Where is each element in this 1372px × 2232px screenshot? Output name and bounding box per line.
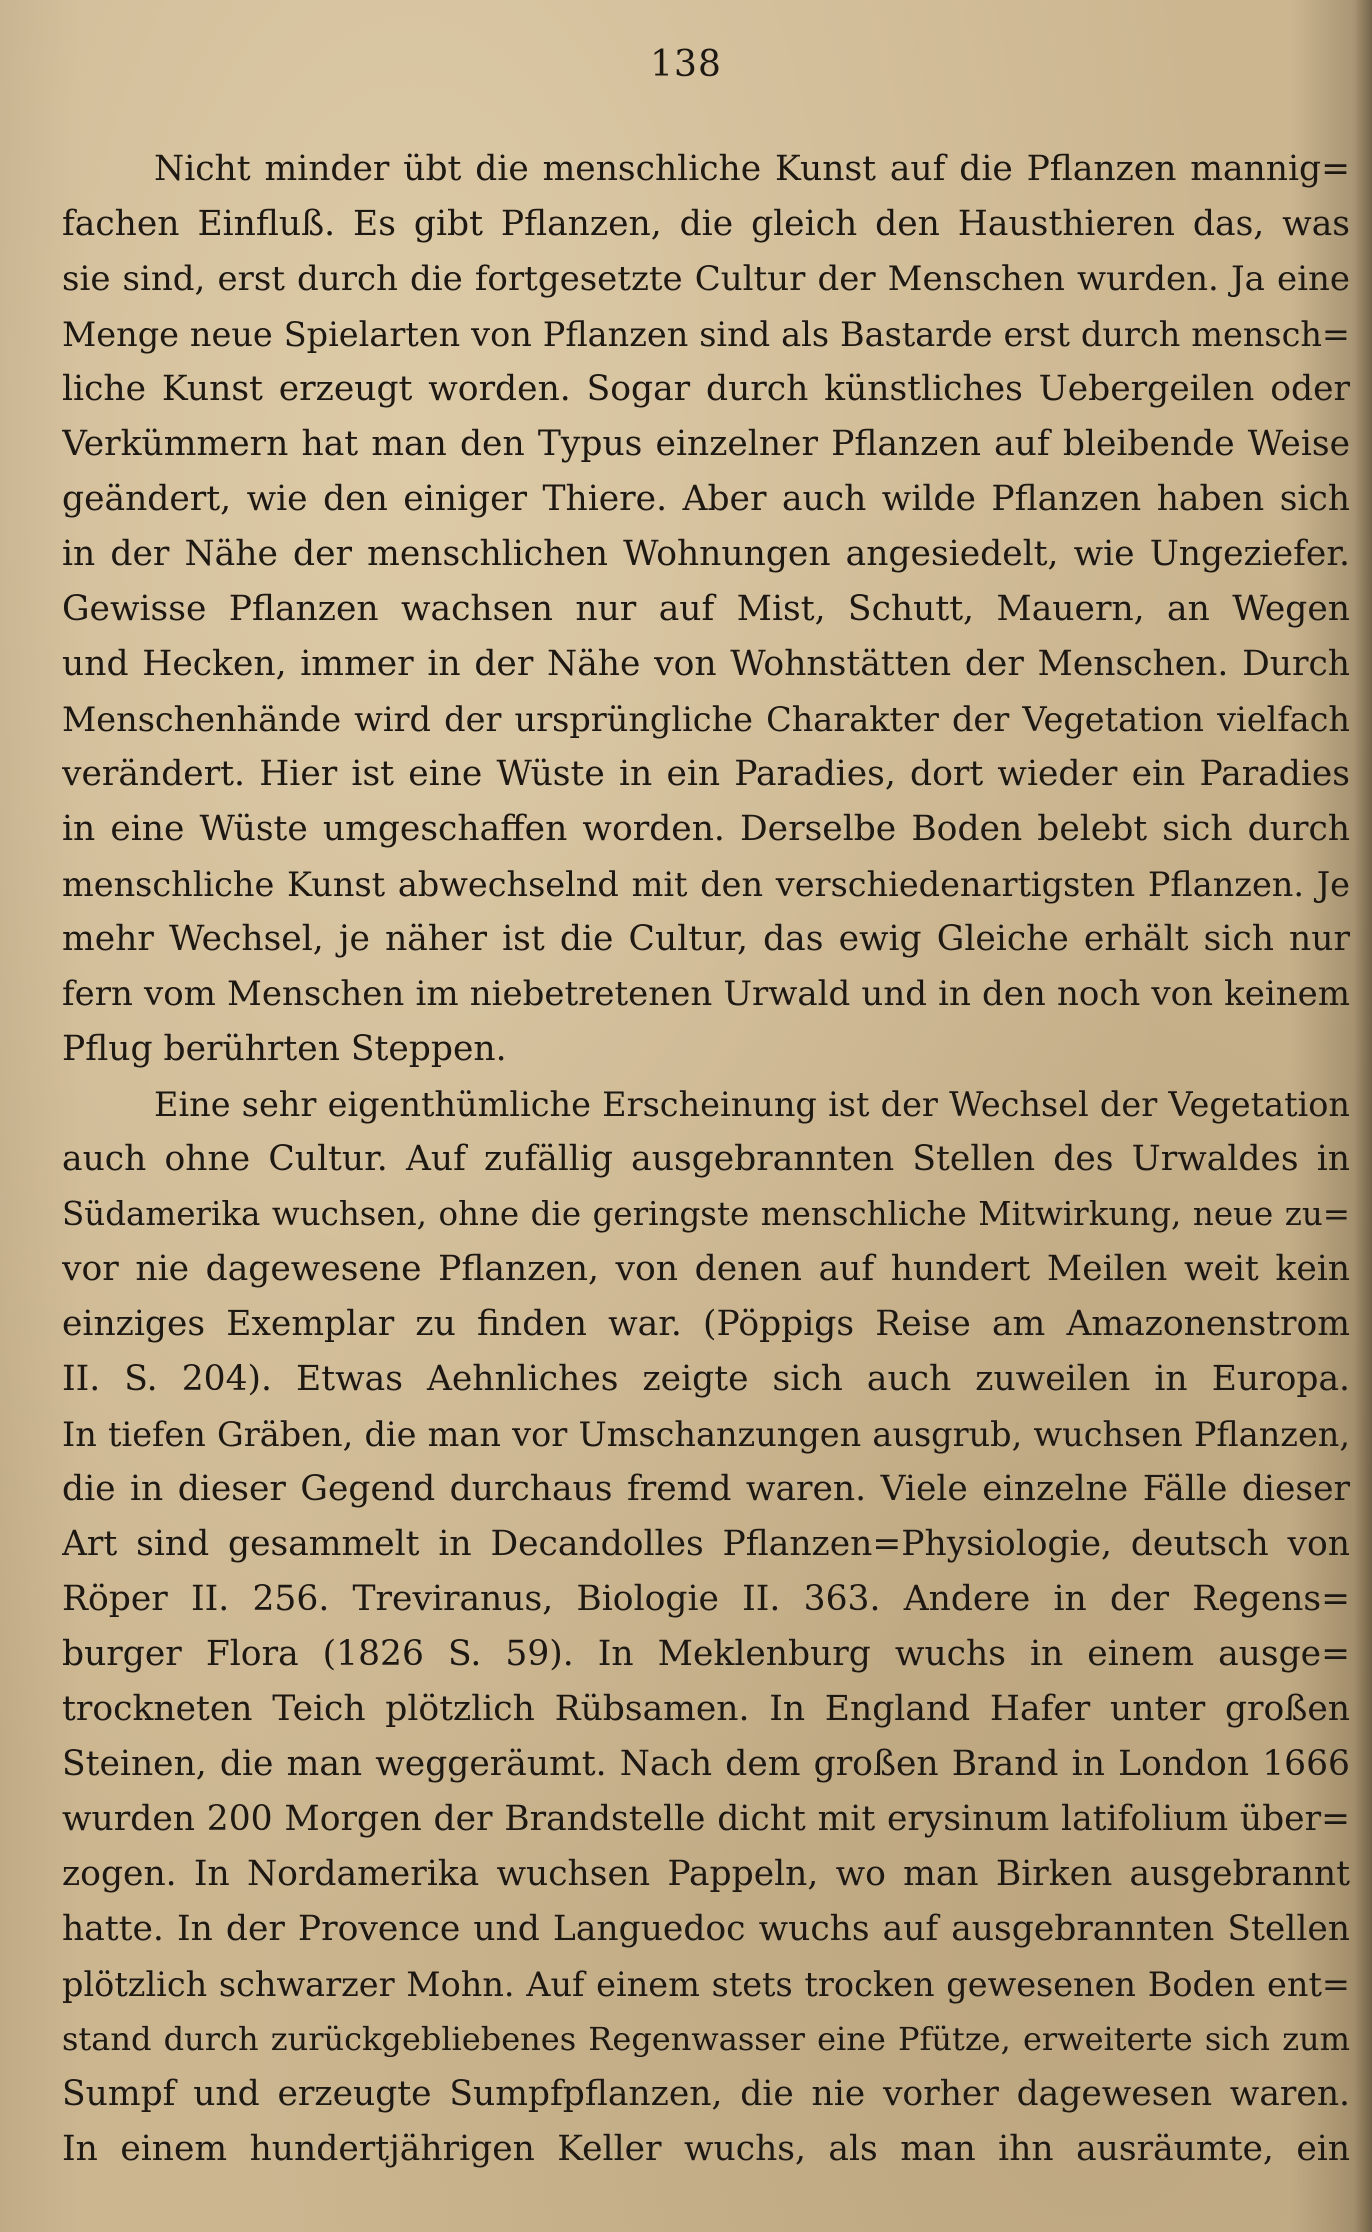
text-line: auch ohne Cultur. Auf zufällig ausgebrannten Stellen des Urwaldes in (62, 1139, 1350, 1179)
text-line: Röper II. 256. Treviranus, Biologie II. 363. Andere in der Regens= (62, 1579, 1350, 1619)
text-line: II. S. 204). Etwas Aehnliches zeigte sich auch zuweilen in Europa. (62, 1359, 1350, 1399)
text-line: Menge neue Spielarten von Pflanzen sind als Bastarde erst durch mensch= (62, 315, 1350, 354)
text-line: trockneten Teich plötzlich Rübsamen. In England Hafer unter großen (62, 1689, 1350, 1729)
text-line: In einem hundertjährigen Keller wuchs, als man ihn ausräumte, ein (62, 2129, 1350, 2169)
text-line: Verkümmern hat man den Typus einzelner Pflanzen auf bleibende Weise (62, 424, 1350, 464)
text-line: zogen. In Nordamerika wuchsen Pappeln, wo man Birken ausgebrannt (62, 1854, 1350, 1894)
text-line: Sumpf und erzeugte Sumpfpflanzen, die nie vorher dagewesen waren. (62, 2074, 1350, 2114)
paragraph (62, 142, 1350, 1077)
text-line: hatte. In der Provence und Languedoc wuchs auf ausgebrannten Stellen (62, 1909, 1350, 1949)
text-line: Südamerika wuchsen, ohne die geringste menschliche Mitwirkung, neue zu= (62, 1195, 1350, 1233)
text-line: mehr Wechsel, je näher ist die Cultur, das ewig Gleiche erhält sich nur (62, 919, 1350, 959)
text-line: und Hecken, immer in der Nähe von Wohnstätten der Menschen. Durch (62, 644, 1350, 684)
text-line: verändert. Hier ist eine Wüste in ein Paradies, dort wieder ein Paradies (62, 754, 1350, 794)
paragraph (62, 1077, 1350, 2177)
text-line: menschliche Kunst abwechselnd mit den verschiedenartigsten Pflanzen. Je (62, 865, 1350, 904)
text-line: Gewisse Pflanzen wachsen nur auf Mist, Schutt, Mauern, an Wegen (62, 589, 1350, 629)
text-line: geändert, wie den einiger Thiere. Aber auch wilde Pflanzen haben sich (62, 479, 1350, 519)
text-line: fachen Einfluß. Es gibt Pflanzen, die gleich den Hausthieren das, was (62, 204, 1350, 244)
text-line: fern vom Menschen im niebetretenen Urwald und in den noch von keinem (62, 974, 1350, 1014)
text-line: liche Kunst erzeugt worden. Sogar durch künstliches Uebergeilen oder (62, 369, 1350, 409)
text-line: Art sind gesammelt in Decandolles Pflanzen=Physiologie, deutsch von (62, 1524, 1350, 1564)
text-line: in der Nähe der menschlichen Wohnungen angesiedelt, wie Ungeziefer. (62, 534, 1350, 574)
text-line: plötzlich schwarzer Mohn. Auf einem stets trocken gewesenen Boden ent= (62, 1965, 1350, 2004)
text-line: vor nie dagewesene Pflanzen, von denen auf hundert Meilen weit kein (62, 1249, 1350, 1289)
text-line: einziges Exemplar zu finden war. (Pöppigs Reise am Amazonenstrom (62, 1304, 1350, 1344)
text-line: Steinen, die man weggeräumt. Nach dem großen Brand in London 1666 (62, 1744, 1350, 1784)
text-line: in eine Wüste umgeschaffen worden. Derselbe Boden belebt sich durch (62, 809, 1350, 849)
text-line: Nicht minder übt die menschliche Kunst auf die Pflanzen mannig= (154, 149, 1350, 189)
body-text (62, 142, 1350, 2177)
text-line: In tiefen Gräben, die man vor Umschanzungen ausgrub, wuchsen Pflanzen, (62, 1415, 1350, 1454)
text-line: sie sind, erst durch die fortgesetzte Cultur der Menschen wurden. Ja eine (62, 259, 1350, 299)
text-line: Pflug berührten Steppen. (62, 1029, 507, 1069)
text-line: Eine sehr eigenthümliche Erscheinung ist der Wechsel der Vegetation (154, 1085, 1350, 1124)
page-number: 138 (650, 44, 722, 85)
text-line: die in dieser Gegend durchaus fremd waren. Viele einzelne Fälle dieser (62, 1469, 1350, 1509)
page-edge-shadow (1354, 0, 1372, 2232)
text-line: wurden 200 Morgen der Brandstelle dicht mit erysinum latifolium über= (62, 1799, 1350, 1839)
text-line: Menschenhände wird der ursprüngliche Charakter der Vegetation vielfach (62, 700, 1350, 739)
text-line: burger Flora (1826 S. 59). In Meklenburg wuchs in einem ausge= (62, 1634, 1350, 1674)
text-line: stand durch zurückgebliebenes Regenwasser eine Pfütze, erweiterte sich zum (62, 2020, 1350, 2058)
